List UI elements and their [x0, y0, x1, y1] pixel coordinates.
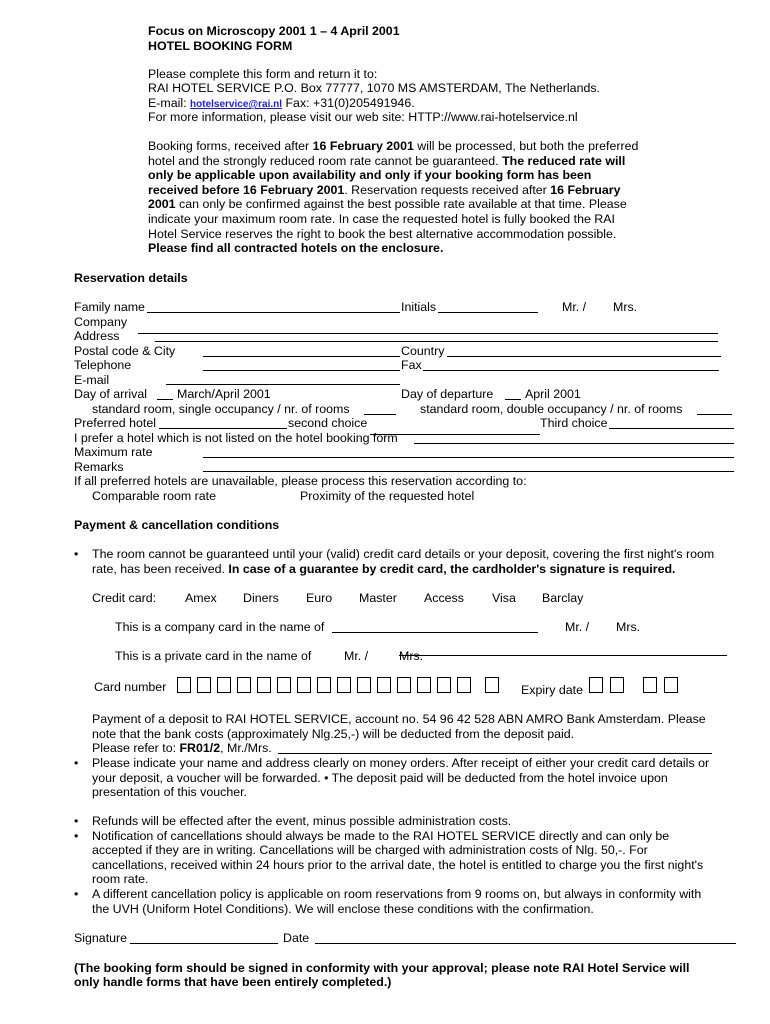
single-room-label: standard room, single occupancy / nr. of rooms — [92, 402, 350, 416]
bullet: • — [74, 887, 79, 901]
comparable-option[interactable]: Comparable room rate — [92, 489, 216, 503]
company-card-label: This is a company card in the name of — [115, 620, 325, 634]
cancellation-text-2: accepted if they are in writing. Cancellations will be charged with administration costs of Nlg. 50,-. For — [92, 843, 648, 857]
private-card-name-field[interactable] — [399, 655, 727, 656]
card-amex[interactable]: Amex — [185, 591, 217, 605]
guarantee-text-2: rate, has been received. In case of a guarantee by credit card, the cardholder's signature is required. — [92, 562, 676, 576]
single-rooms-field[interactable] — [364, 414, 396, 415]
not-listed-label: I prefer a hotel which is not listed on the hotel booking form — [74, 431, 398, 445]
private-card-mrs[interactable]: Mrs. — [399, 649, 424, 663]
remarks-label: Remarks — [74, 460, 124, 474]
expiry-box[interactable] — [664, 677, 678, 693]
family-name-label: Family name — [74, 300, 145, 314]
card-visa[interactable]: Visa — [492, 591, 516, 605]
expiry-box[interactable] — [610, 677, 624, 693]
date-label: Date — [283, 931, 310, 945]
cancellation-text-4: room rate. — [92, 872, 149, 886]
not-listed-field[interactable] — [414, 443, 734, 444]
event-title: Focus on Microscopy 2001 1 – 4 April 2001 — [148, 24, 400, 38]
signature-field[interactable] — [130, 943, 278, 944]
country-label: Country — [401, 344, 445, 358]
initials-label: Initials — [401, 300, 437, 314]
fax-field[interactable] — [423, 370, 719, 371]
signature-label: Signature — [74, 931, 128, 945]
private-card-mr[interactable]: Mr. / — [344, 649, 369, 663]
card-number-label: Card number — [94, 680, 167, 694]
card-digit-box[interactable] — [277, 677, 291, 693]
remarks-field[interactable] — [203, 471, 734, 472]
card-diners[interactable]: Diners — [243, 591, 279, 605]
form-title: HOTEL BOOKING FORM — [148, 39, 293, 53]
card-digit-box[interactable] — [457, 677, 471, 693]
company-card-mrs[interactable]: Mrs. — [616, 620, 641, 634]
reservation-heading: Reservation details — [74, 271, 188, 285]
proximity-option[interactable]: Proximity of the requested hotel — [300, 489, 475, 503]
telephone-label: Telephone — [74, 358, 132, 372]
departure-label: Day of departure — [401, 387, 494, 401]
telephone-field[interactable] — [203, 370, 400, 371]
card-digit-box[interactable] — [177, 677, 191, 693]
card-euro[interactable]: Euro — [306, 591, 333, 605]
bullet: • — [74, 756, 79, 770]
postal-field[interactable] — [203, 356, 400, 357]
money-order-text-3: presentation of this voucher. — [92, 785, 247, 799]
payment-heading: Payment & cancellation conditions — [74, 518, 280, 532]
money-order-text-2: your deposit, a voucher will be forwarded. • The deposit paid will be deducted from the hotel invoice upon — [92, 771, 668, 785]
private-card-label: This is a private card in the name of — [115, 649, 312, 663]
expiry-box[interactable] — [643, 677, 657, 693]
deposit-reference: Please refer to: FR01/2, Mr./Mrs. — [92, 741, 272, 755]
card-digit-box[interactable] — [237, 677, 251, 693]
closing-note-2: only handle forms that have been entirely completed.) — [74, 975, 392, 989]
address-label: Address — [74, 329, 120, 343]
card-digit-box[interactable] — [417, 677, 431, 693]
card-digit-box[interactable] — [485, 677, 499, 693]
intro-line: Please complete this form and return it to: — [148, 67, 378, 81]
third-choice-field[interactable] — [609, 428, 734, 429]
address-line: RAI HOTEL SERVICE P.O. Box 77777, 1070 MS AMSTERDAM, The Netherlands. — [148, 81, 600, 95]
booking-notice: Booking forms, received after 16 February 2001 will be processed, but both the preferred hotel and the strongly reduced room rate cannot be guaranteed. The reduced rate will only be applicable upon availability and only if your booking form has been received before 16 February 2001. Reservation requests received after 16 February 2001 can only be confirmed against the best possible rate available at that time. Please indicate your maximum room rate. In case the requested hotel is fully booked the RAI Hotel Service reserves the right to book the best alternative accommodation possible. Please find all contracted hotels on the enclosure. — [148, 139, 639, 256]
bullet: • — [74, 814, 79, 828]
bullet: • — [74, 829, 79, 843]
country-field[interactable] — [447, 356, 721, 357]
expiry-box[interactable] — [589, 677, 603, 693]
money-order-text-1: Please indicate your name and address clearly on money orders. After receipt of either your credit card details or — [92, 756, 710, 770]
company-field[interactable] — [138, 333, 718, 334]
website-line: For more information, please visit our web site: HTTP://www.rai-hotelservice.nl — [148, 110, 578, 124]
cancellation-text-3: cancellations, received within 24 hours prior to the arrival date, the hotel is entitled to charge you the first night's — [92, 858, 704, 872]
card-digit-box[interactable] — [377, 677, 391, 693]
date-field[interactable] — [315, 943, 736, 944]
card-barclay[interactable]: Barclay — [542, 591, 584, 605]
card-digit-box[interactable] — [437, 677, 451, 693]
email-link[interactable]: hotelservice@rai.nl — [190, 99, 283, 110]
fax-text: Fax: +31(0)205491946. — [285, 96, 415, 110]
bullet: • — [74, 547, 79, 561]
card-digit-box[interactable] — [357, 677, 371, 693]
card-digit-box[interactable] — [197, 677, 211, 693]
third-choice-label: Third choice — [540, 416, 608, 430]
second-choice-label: second choice — [288, 416, 368, 430]
expiry-label: Expiry date — [521, 683, 583, 697]
deposit-name-field[interactable] — [278, 753, 712, 754]
card-digit-box[interactable] — [257, 677, 271, 693]
max-rate-field[interactable] — [203, 457, 734, 458]
deposit-text-2: note that the bank costs (approximately Nlg.25,-) will be deducted from the deposit paid. — [92, 727, 575, 741]
departure-day-field[interactable] — [505, 399, 521, 400]
email-label: E-mail: — [148, 96, 187, 110]
guarantee-text-1: The room cannot be guaranteed until your (valid) credit card details or your deposit, covering the first night's room — [92, 547, 715, 561]
card-master[interactable]: Master — [359, 591, 397, 605]
mrs-option[interactable]: Mrs. — [613, 300, 638, 314]
card-digit-box[interactable] — [217, 677, 231, 693]
group-policy-text-2: the UVH (Uniform Hotel Conditions). We will enclose these conditions with the confirmation. — [92, 902, 594, 916]
arrival-day-field[interactable] — [157, 399, 173, 400]
arrival-label: Day of arrival — [74, 387, 147, 401]
unavailable-text: If all preferred hotels are unavailable, please process this reservation according to: — [74, 474, 527, 488]
fax-label: Fax — [401, 358, 422, 372]
credit-card-label: Credit card: — [92, 591, 157, 605]
family-name-field[interactable] — [147, 312, 400, 313]
email-field[interactable] — [166, 384, 400, 385]
preferred-hotel-label: Preferred hotel — [74, 416, 156, 430]
departure-month: April 2001 — [525, 387, 581, 401]
double-rooms-field[interactable] — [697, 414, 732, 415]
closing-note-1: (The booking form should be signed in conformity with your approval; please note RAI Hotel Service will — [74, 961, 690, 975]
double-room-label: standard room, double occupancy / nr. of rooms — [420, 402, 683, 416]
card-digit-box[interactable] — [337, 677, 351, 693]
cancellation-text-1: Notification of cancellations should always be made to the RAI HOTEL SERVICE directly and can only be — [92, 829, 670, 843]
group-policy-text-1: A different cancellation policy is applicable on room reservations from 9 rooms on, but always in conformity with — [92, 887, 702, 901]
card-digit-box[interactable] — [397, 677, 411, 693]
card-access[interactable]: Access — [424, 591, 464, 605]
card-digit-box[interactable] — [317, 677, 331, 693]
refund-text: Refunds will be effected after the event, minus possible administration costs. — [92, 814, 512, 828]
card-digit-box[interactable] — [297, 677, 311, 693]
company-label: Company — [74, 315, 128, 329]
company-card-name-field[interactable] — [332, 632, 538, 633]
address-field[interactable] — [155, 341, 718, 342]
mr-option[interactable]: Mr. / — [562, 300, 587, 314]
company-card-mr[interactable]: Mr. / — [565, 620, 590, 634]
max-rate-label: Maximum rate — [74, 445, 153, 459]
initials-field[interactable] — [438, 312, 538, 313]
email-label-field: E-mail — [74, 373, 110, 387]
deposit-text-1: Payment of a deposit to RAI HOTEL SERVICE, account no. 54 96 42 528 ABN AMRO Bank Amsterdam. Please — [92, 712, 706, 726]
arrival-month: March/April 2001 — [177, 387, 271, 401]
preferred-hotel-field[interactable] — [159, 428, 287, 429]
postal-label: Postal code & City — [74, 344, 176, 358]
